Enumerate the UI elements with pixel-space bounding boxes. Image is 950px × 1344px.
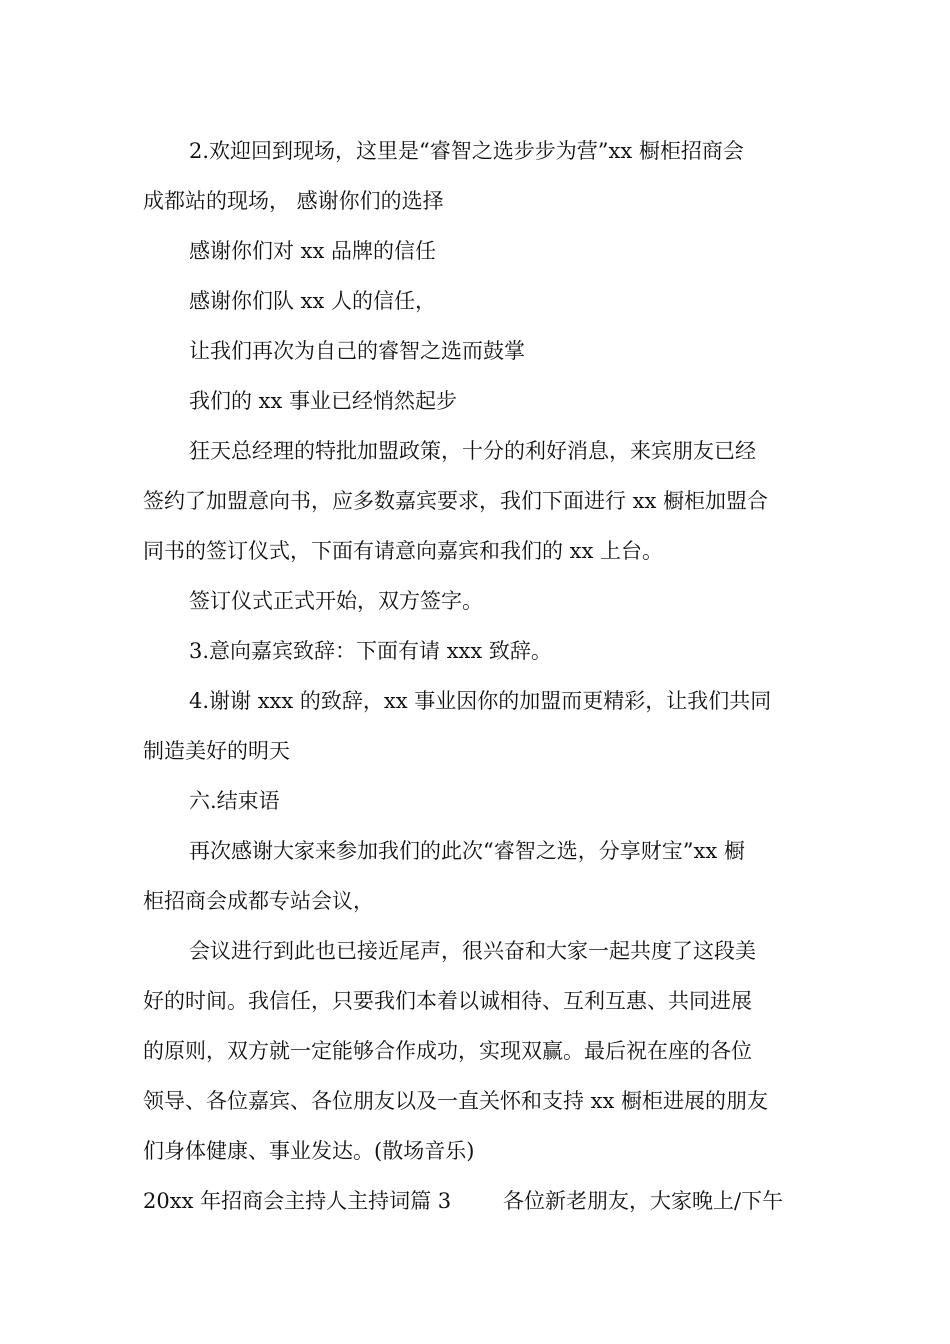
paragraph-line: 感谢你们队 xx 人的信任， [189,289,437,313]
paragraph-line: 同书的签订仪式，下面有请意向嘉宾和我们的 xx 上台。 [143,539,664,563]
paragraph-line: 们身体健康、事业发达。(散场音乐) [143,1139,475,1163]
paragraph-line: 会议进行到此也已接近尾声，很兴奋和大家一起共度了这段美 [189,939,756,963]
section-heading: 六.结束语 [189,789,280,813]
paragraph-line: 的原则，双方就一定能够合作成功，实现双赢。最后祝在座的各位 [143,1039,752,1063]
paragraph-line: 再次感谢大家来参加我们的此次“睿智之选，分享财宝”xx 橱 [189,839,745,863]
paragraph-line: 制造美好的明天 [143,739,290,763]
paragraph-line: 成都站的现场， 感谢你们的选择 [143,189,444,213]
paragraph-line: 狂天总经理的特批加盟政策，十分的利好消息，来宾朋友已经 [189,439,756,463]
paragraph-line: 感谢你们对 xx 品牌的信任 [189,239,437,263]
paragraph-line: 签约了加盟意向书，应多数嘉宾要求，我们下面进行 xx 橱柜加盟合 [143,489,769,513]
paragraph-line: 2.欢迎回到现场，这里是“睿智之选步步为营”xx 橱柜招商会 [189,139,744,163]
paragraph-line: 3.意向嘉宾致辞：下面有请 xxx 致辞。 [189,639,552,663]
paragraph-line: 我们的 xx 事业已经悄然起步 [189,389,458,413]
article-heading: 20xx 年招商会主持人主持词篇 3 [143,1189,452,1213]
paragraph-line: 领导、各位嘉宾、各位朋友以及一直关怀和支持 xx 橱柜进展的朋友 [143,1089,769,1113]
paragraph-line: 让我们再次为自己的睿智之选而鼓掌 [189,339,525,363]
paragraph-line: 好的时间。我信任，只要我们本着以诚相待、互利互惠、共同进展 [143,989,752,1013]
paragraph-line: 各位新老朋友，大家晚上/下午 [503,1189,784,1213]
paragraph-line: 柜招商会成都专站会议， [143,889,374,913]
paragraph-line: 4.谢谢 xxx 的致辞，xx 事业因你的加盟而更精彩，让我们共同 [189,689,772,713]
paragraph-line: 签订仪式正式开始，双方签字。 [189,589,483,613]
